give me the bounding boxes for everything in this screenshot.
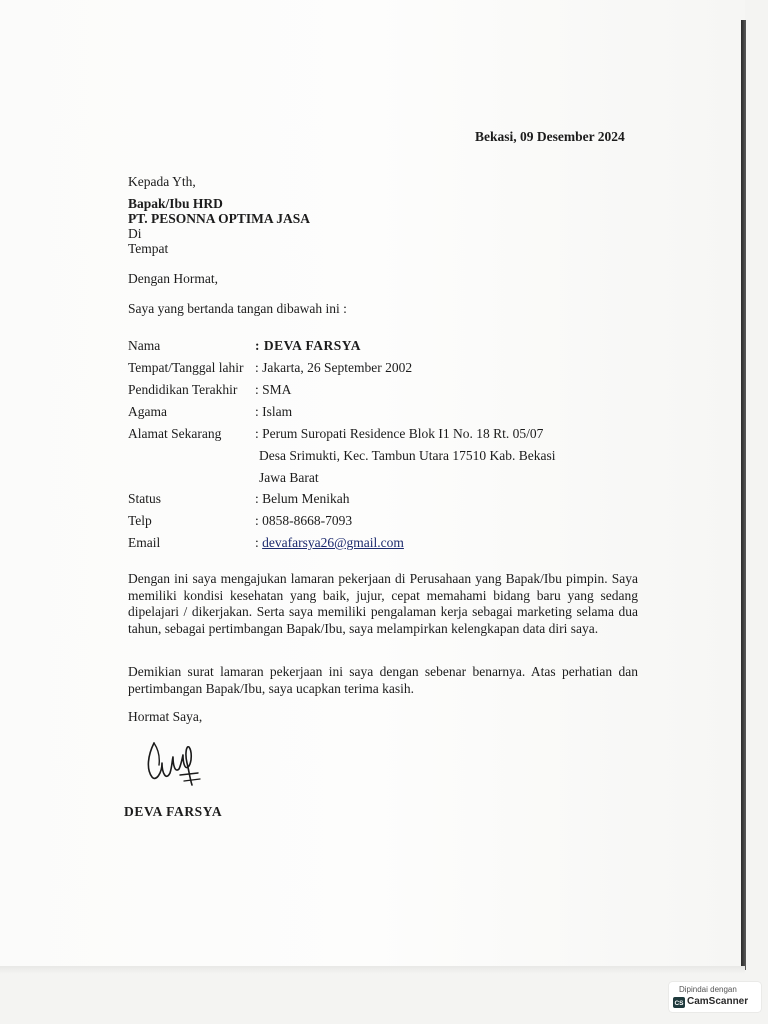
scanner-caption: Dipindai dengan — [679, 985, 737, 994]
email-colon: : — [255, 535, 259, 550]
alamat-line-2: Desa Srimukti, Kec. Tambun Utara 17510 Kab. Bekasi — [259, 448, 556, 463]
recipient-tempat: Tempat — [128, 241, 169, 256]
status-label: Status — [128, 491, 162, 506]
closing-paragraph: Demikian surat lamaran pekerjaan ini saya dengan sebenar benarnya. Atas perhatian dan pertimbangan Bapak/Ibu, saya ucapkan terima kasih. — [128, 664, 638, 696]
svg-text:CS: CS — [674, 1000, 684, 1008]
agama-label: Agama — [128, 404, 167, 419]
agama-value: : Islam — [255, 404, 293, 419]
pendidikan-value: : SMA — [255, 382, 292, 397]
telp-label: Telp — [128, 513, 152, 528]
handwritten-signature — [140, 733, 210, 793]
signature-name: DEVA FARSYA — [124, 804, 223, 819]
telp-value: : 0858-8668-7093 — [255, 513, 353, 528]
alamat-value: : Perum Suropati Residence Blok I1 No. 18 Rt. 05/07 — [255, 426, 544, 441]
email-link[interactable]: devafarsya26@gmail.com — [262, 535, 404, 550]
camscanner-logo-icon — [673, 997, 685, 1008]
body-paragraph: Dengan ini saya mengajukan lamaran pekerjaan di Perusahaan yang Bapak/Ibu pimpin. Saya memiliki kondisi kesehatan yang baik, jujur, cepat memahami bidang baru yang sedang dipelajari / dikerjakan. Serta saya memiliki pengalaman kerja sebagai marketing selama dua tahun, sebagai pertimbangan Bapak/Ibu, saya melampirkan kelengkapan data diri saya. — [128, 571, 638, 636]
alamat-label: Alamat Sekarang — [128, 426, 222, 441]
closing-text: Hormat Saya, — [128, 709, 203, 724]
salutation: Dengan Hormat, — [128, 271, 218, 286]
letter-date: Bekasi, 09 Desember 2024 — [475, 129, 625, 144]
recipient-di: Di — [128, 226, 142, 241]
ttl-value: : Jakarta, 26 September 2002 — [255, 360, 413, 375]
email-row — [255, 536, 404, 550]
paper-bottom-shadow — [0, 966, 745, 974]
recipient-title: Bapak/Ibu HRD — [128, 196, 223, 211]
intro-line: Saya yang bertanda tangan dibawah ini : — [128, 301, 347, 316]
status-value: : Belum Menikah — [255, 491, 350, 506]
nama-value: : DEVA FARSYA — [255, 338, 362, 353]
nama-label: Nama — [128, 338, 161, 353]
recipient-greeting: Kepada Yth, — [128, 174, 196, 189]
alamat-line-3: Jawa Barat — [259, 470, 319, 485]
ttl-label: Tempat/Tanggal lahir — [128, 360, 244, 375]
email-label: Email — [128, 535, 161, 550]
pendidikan-label: Pendidikan Terakhir — [128, 382, 238, 397]
recipient-company: PT. PESONNA OPTIMA JASA — [128, 211, 311, 226]
paper-edge-shadow — [741, 20, 746, 970]
scanner-brand: CamScanner — [687, 996, 749, 1007]
camscanner-watermark — [669, 982, 761, 1012]
